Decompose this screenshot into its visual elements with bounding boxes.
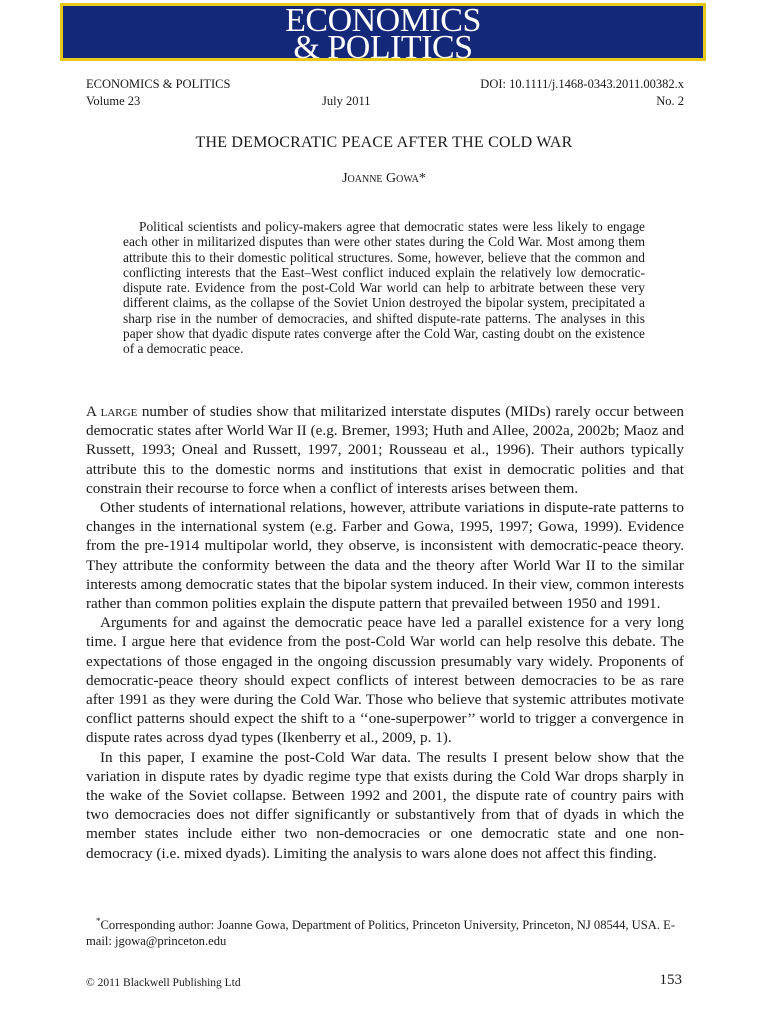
drop-lead: A large bbox=[86, 403, 138, 420]
journal-banner bbox=[60, 2, 706, 66]
abstract: Political scientists and policy-makers agree that democratic states were less likely to engage each other in militarized disputes than were other states during the Cold War. Most among them attribute this to their domestic political structures. Some, however, believe that the common and conflicting interests that the East–West conflict induced explain the relatively low democratic-dispute rate. Evidence from the post-Cold War world can help to arbitrate between these very different claims, as the collapse of the Soviet Union destroyed the bipolar system, precipitated a sharp rise in the number of democracies, and shifted dispute-rate patterns. The analyses in this paper show that dyadic dispute rates converge after the Cold War, casting doubt on the existence of a democratic peace. bbox=[123, 219, 645, 357]
volume: Volume 23 bbox=[86, 94, 141, 108]
journal-meta bbox=[86, 76, 684, 110]
paragraph: Arguments for and against the democratic peace have led a parallel existence for a very long time. I argue here that evidence from the post-Cold War world can help resolve this debate. The expectations of those engaged in the ongoing discussion presumably vary widely. Proponents of democratic-peace theory should expect conflicts of interest between democracies to be as rare after 1991 as they were during the Cold War. Those who believe that systemic attributes motivate conflict patterns should expect the shift to a ‘‘one-superpower’’ world to trigger a convergence in dispute rates across dyad types (Ikenberry et al., 2009, p. 1). bbox=[86, 614, 684, 747]
banner-line-1: ECONOMICS bbox=[285, 2, 481, 39]
paragraph-text: number of studies show that militarized interstate disputes (MIDs) rarely occur between democratic states after World War II (e.g. Bremer, 1993; Huth and Allee, 2002a, 2002b; Maoz and Russett, 1993; Oneal and Russett, 1997, 2001; Rousseau et al., 1996). Their authors typically attribute this to the domestic norms and institutions that exist in democratic polities and that constrain their recourse to force when a conflict of interests arises between them. bbox=[86, 403, 685, 497]
copyright: © 2011 Blackwell Publishing Ltd bbox=[86, 977, 241, 989]
page-number: 153 bbox=[659, 972, 682, 988]
banner-line-2: & POLITICS bbox=[293, 29, 473, 66]
footnote-text: Corresponding author: Joanne Gowa, Department of Politics, Princeton University, Princeton, NJ 08544, USA. E-mail: jgowa@princeton.edu bbox=[86, 918, 676, 948]
issue-date: July 2011 bbox=[322, 94, 371, 108]
issue-number: No. 2 bbox=[656, 94, 684, 108]
article-author: Joanne Gowa* bbox=[342, 171, 426, 186]
paragraph: Other students of international relations, however, attribute variations in dispute-rate patterns to changes in the international system (e.g. Farber and Gowa, 1995, 1997; Gowa, 1999). Evidence from the pre-1914 multipolar world, they observe, is inconsistent with democratic-peace theory. They attribute the conformity between the data and the theory after World War II to the similar interests among democratic states that the bipolar system induced. In their view, common interests rather than common polities explain the dispute pattern that prevailed between 1950 and 1991. bbox=[86, 499, 684, 613]
journal-name: ECONOMICS & POLITICS bbox=[86, 77, 231, 91]
footnote-mark: * bbox=[96, 916, 101, 926]
article-body bbox=[86, 402, 684, 863]
paragraph bbox=[86, 402, 684, 498]
doi: DOI: 10.1111/j.1468-0343.2011.00382.x bbox=[480, 77, 684, 91]
paragraph: In this paper, I examine the post-Cold War data. The results I present below show that the variation in dispute rates by dyadic regime type that exists during the Cold War drops sharply in the wake of the Soviet collapse. Between 1992 and 2001, the dispute rate of country pairs with two democracies does not differ significantly or substantively from that of dyads in which the member states include either two non-democracies or one democratic state and one non-democracy (i.e. mixed dyads). Limiting the analysis to wars alone does not affect this finding. bbox=[86, 748, 684, 862]
footnote bbox=[86, 914, 684, 949]
article-title: THE DEMOCRATIC PEACE AFTER THE COLD WAR bbox=[195, 134, 573, 151]
